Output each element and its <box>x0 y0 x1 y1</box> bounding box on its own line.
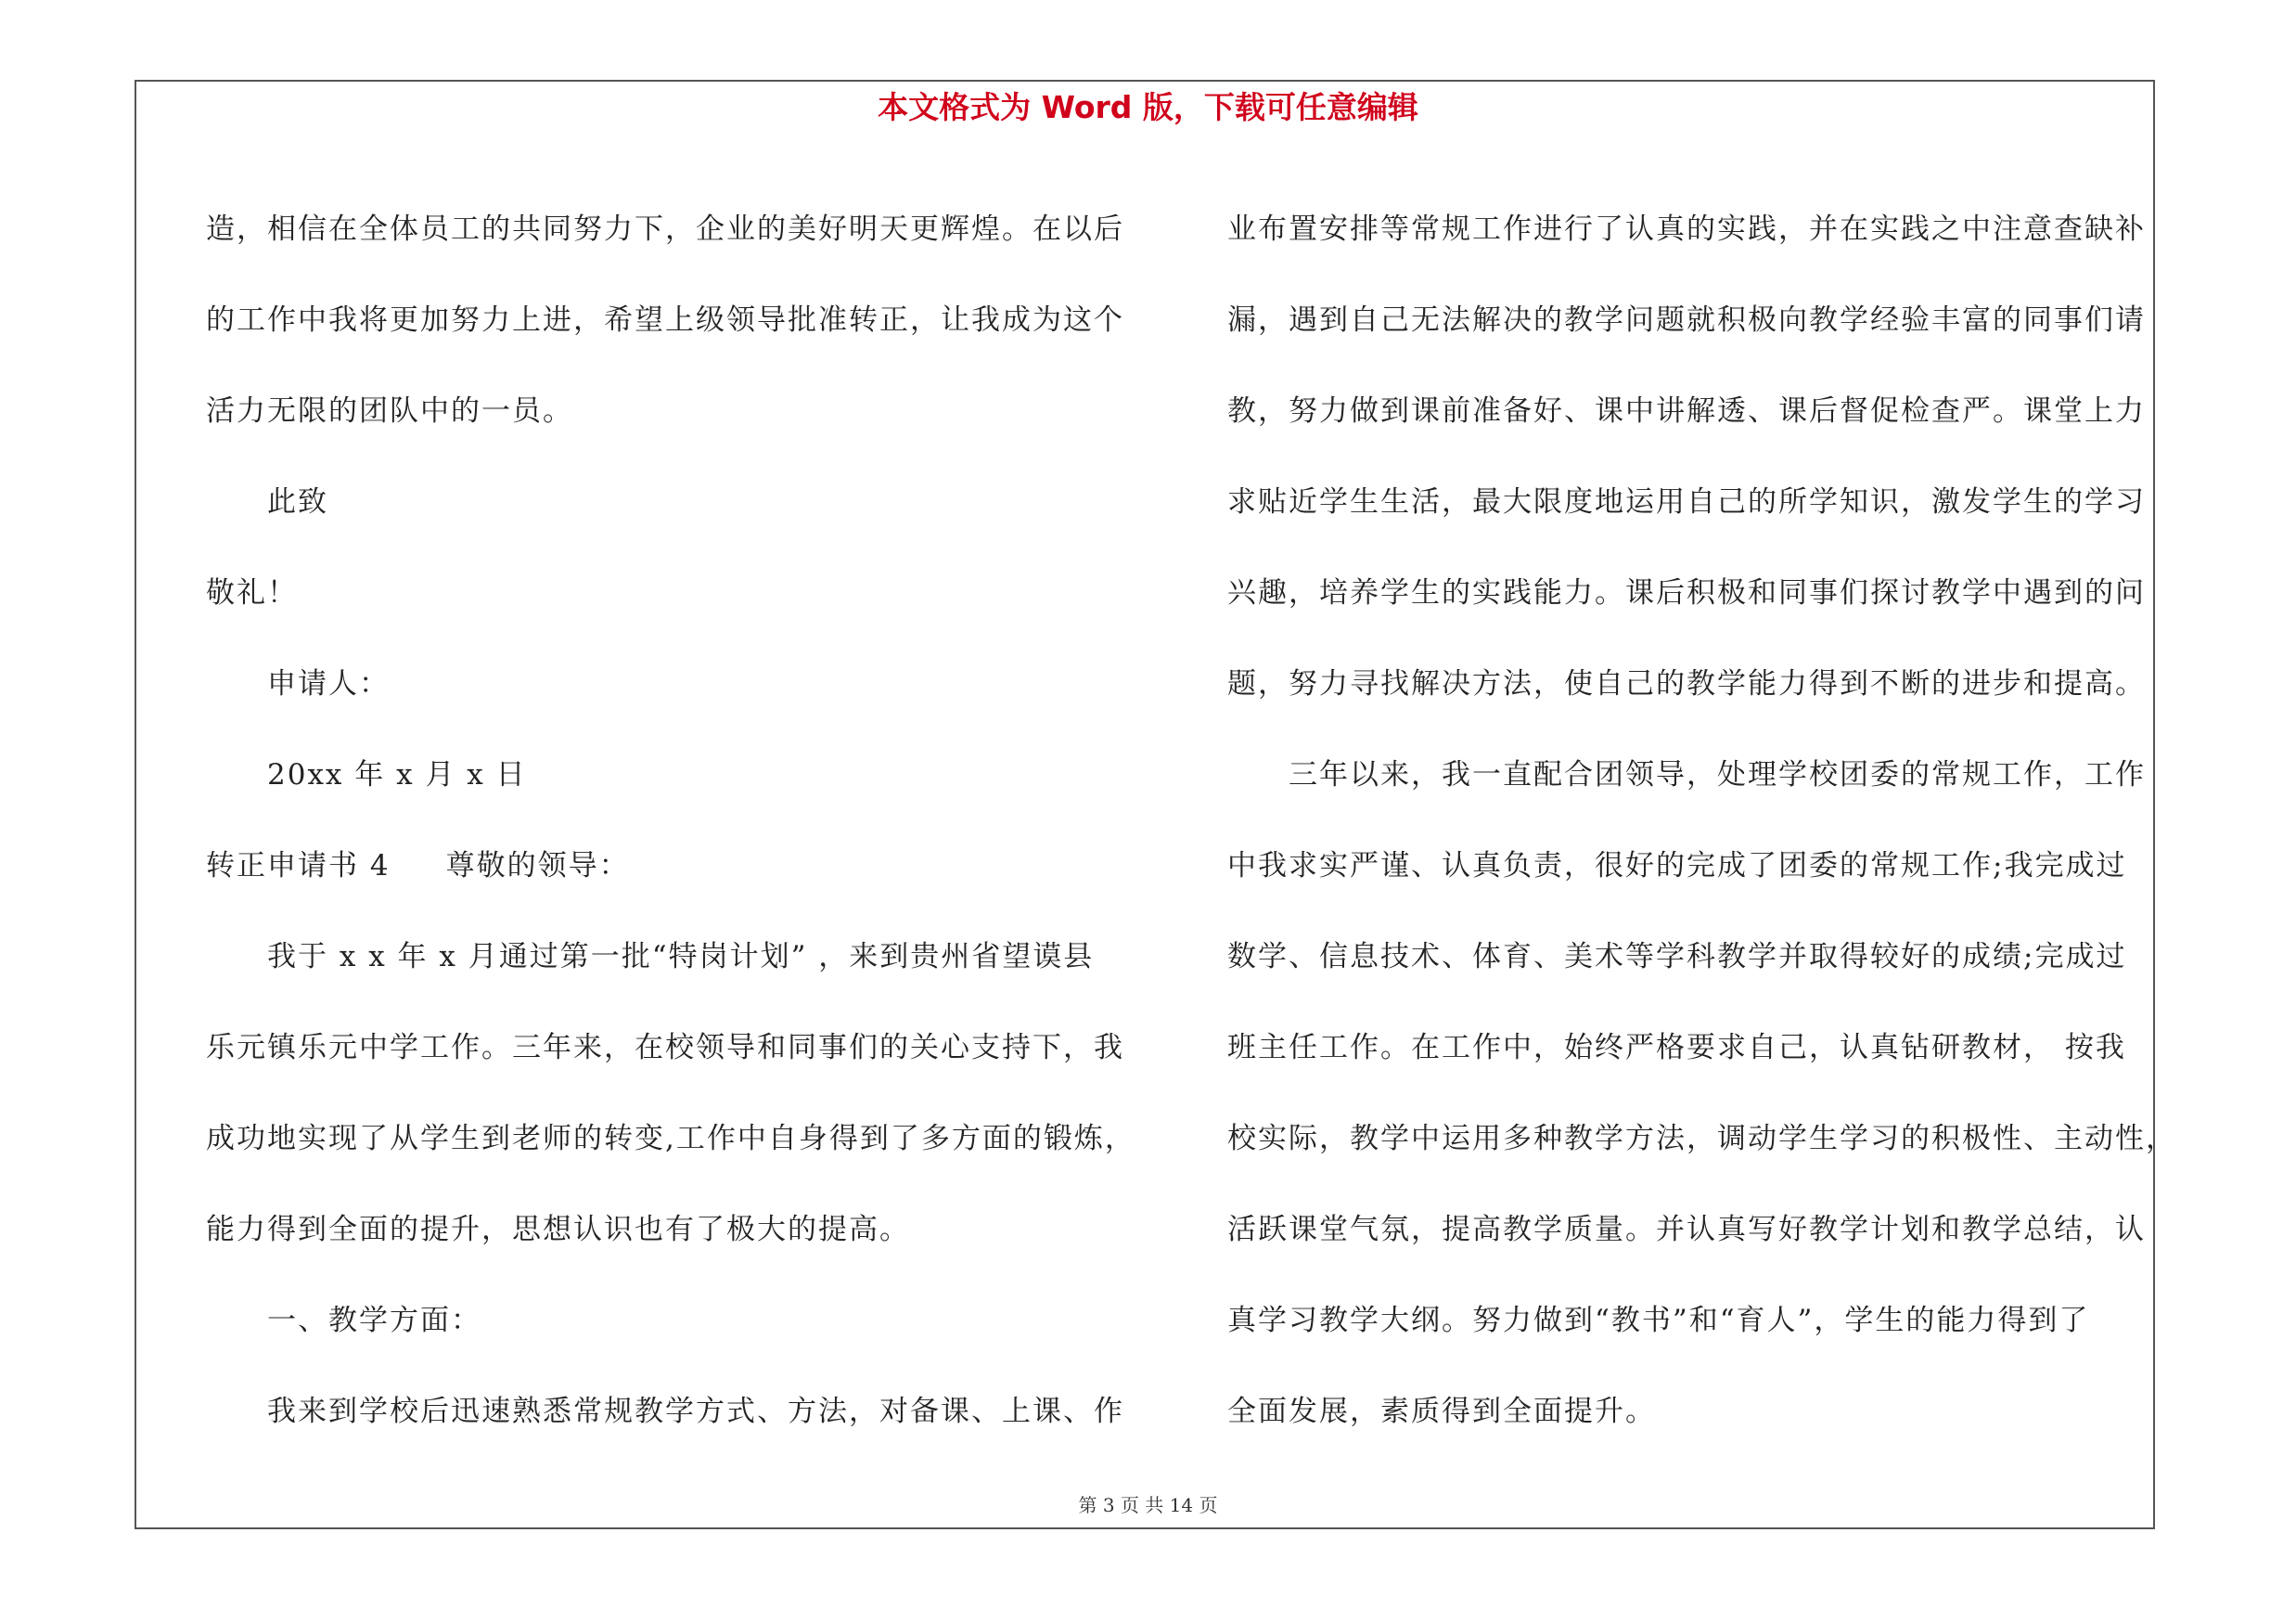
section-title: 一、教学方面： <box>267 1304 481 1337</box>
body-line: 中我求实严谨、认真负责，很好的完成了团委的常规工作;我完成过 <box>1227 849 2127 882</box>
closing-salutation: 此致 <box>267 485 328 519</box>
closing-regards: 敬礼！ <box>206 576 298 610</box>
date-line: 20xx 年 x 月 x 日 <box>267 758 527 792</box>
applicant-label: 申请人： <box>267 667 390 701</box>
body-line: 我于 x x 年 x 月通过第一批“特岗计划” ，来到贵州省望谟县 <box>267 940 1095 973</box>
document-heading: 转正申请书 4 <box>206 849 391 882</box>
body-line: 班主任工作。在工作中，始终严格要求自己，认真钻研教材， 按我 <box>1227 1031 2126 1064</box>
left-column <box>206 184 1180 1457</box>
body-line: 教，努力做到课前准备好、课中讲解透、课后督促检查严。课堂上力 <box>1227 394 2146 428</box>
body-line: 活跃课堂气氛，提高教学质量。并认真写好教学计划和教学总结，认 <box>1227 1213 2146 1246</box>
body-line: 的工作中我将更加努力上进，希望上级领导批准转正，让我成为这个 <box>206 303 1124 337</box>
body-line: 我来到学校后迅速熟悉常规教学方式、方法，对备课、上课、作 <box>267 1395 1124 1428</box>
page-number: 第 3 页 共 14 页 <box>1078 1494 1218 1516</box>
body-line: 乐元镇乐元中学工作。三年来，在校领导和同事们的关心支持下，我 <box>206 1031 1124 1064</box>
body-line: 能力得到全面的提升，思想认识也有了极大的提高。 <box>206 1213 910 1246</box>
header-banner: 本文格式为 Word 版，下载可任意编辑 <box>878 89 1418 125</box>
body-line: 漏，遇到自己无法解决的教学问题就积极向教学经验丰富的同事们请 <box>1227 303 2146 337</box>
body-line: 数学、信息技术、体育、美术等学科教学并取得较好的成绩;完成过 <box>1227 940 2127 973</box>
body-line: 成功地实现了从学生到老师的转变,工作中自身得到了多方面的锻炼， <box>206 1122 1135 1155</box>
body-line: 兴趣，培养学生的实践能力。课后积极和同事们探讨教学中遇到的问 <box>1227 576 2146 610</box>
body-line: 校实际，教学中运用多种教学方法，调动学生学习的积极性、主动性， <box>1227 1122 2176 1155</box>
right-column <box>1227 184 2201 1457</box>
body-line: 全面发展，素质得到全面提升。 <box>1227 1395 1656 1428</box>
greeting: 尊敬的领导： <box>445 849 630 882</box>
body-line: 活力无限的团队中的一员。 <box>206 394 573 428</box>
body-line: 题，努力寻找解决方法，使自己的教学能力得到不断的进步和提高。 <box>1227 667 2146 701</box>
body-line: 造，相信在全体员工的共同努力下，企业的美好明天更辉煌。在以后 <box>206 213 1124 246</box>
section-heading-line <box>206 820 1180 911</box>
body-line: 求贴近学生生活，最大限度地运用自己的所学知识，激发学生的学习 <box>1227 485 2146 519</box>
body-line: 业布置安排等常规工作进行了认真的实践，并在实践之中注意查缺补 <box>1227 213 2146 246</box>
body-line: 三年以来，我一直配合团领导，处理学校团委的常规工作，工作 <box>1289 758 2146 792</box>
body-line: 真学习教学大纲。努力做到“教书”和“育人”，学生的能力得到了 <box>1227 1304 2090 1337</box>
